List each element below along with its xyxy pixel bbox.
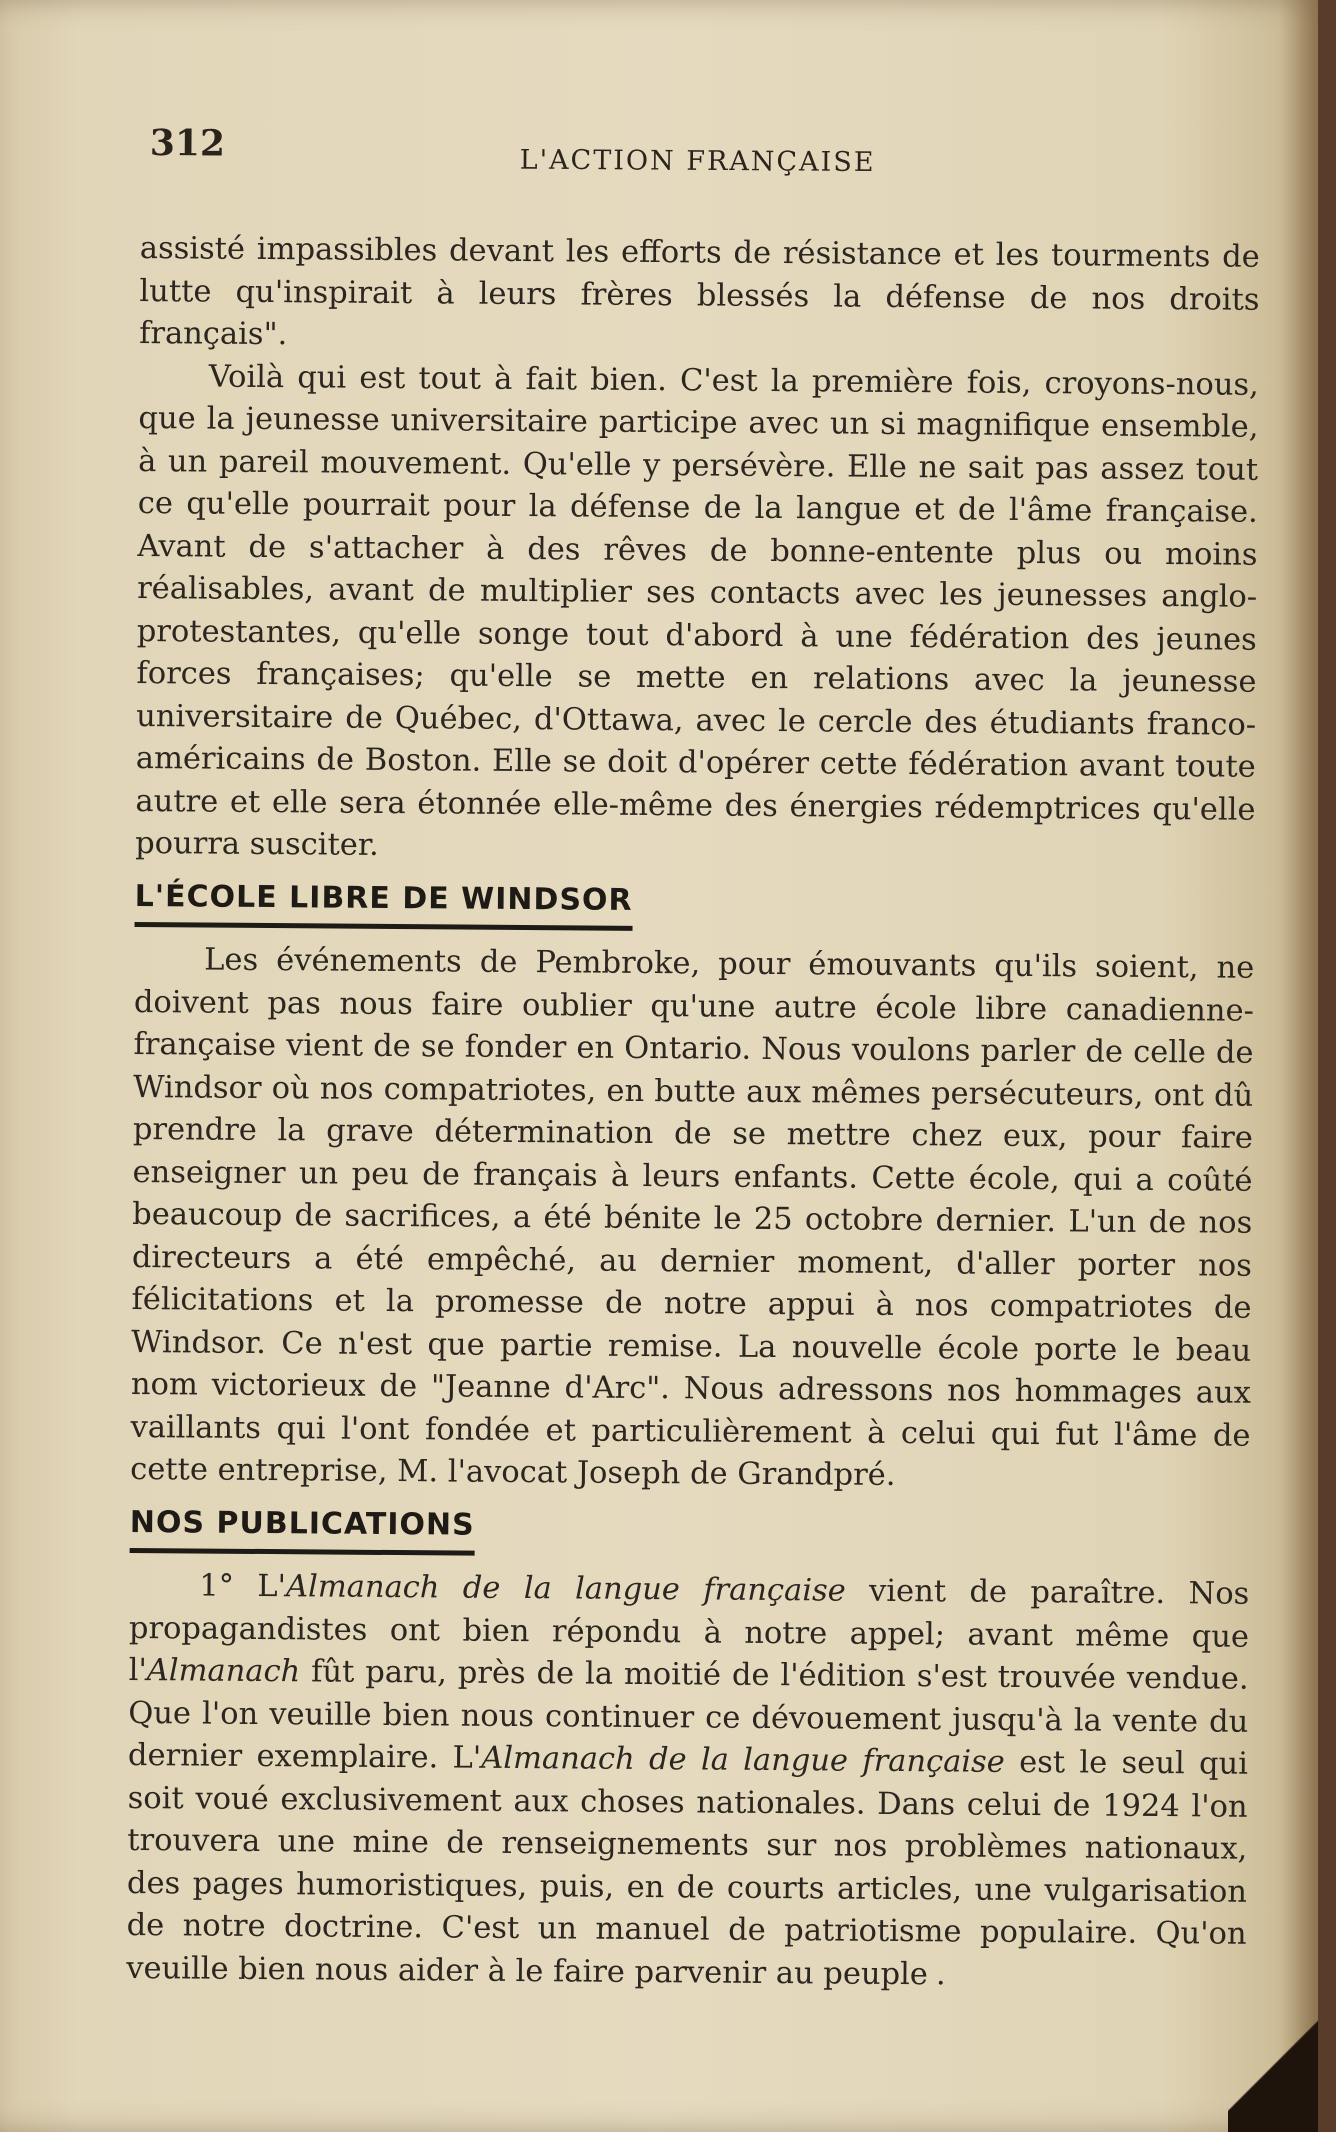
running-title: L'ACTION FRANÇAISE xyxy=(519,144,876,179)
almanach-title-2: Almanach de la langue française xyxy=(481,1740,1005,1780)
almanach-title: Almanach de la langue française xyxy=(285,1569,846,1609)
trailing-mark: . xyxy=(935,1956,946,1992)
continuation-paragraph: assisté impassibles devant les efforts de résistance et les tourments de lutte qu'inspirait à leurs frères blessés la défense de nos droits français". xyxy=(139,230,1260,353)
section-publications xyxy=(126,1491,1250,1998)
section-windsor xyxy=(130,865,1255,1500)
publications-text-b: fût paru, près de la moitié de l'édition s'est trouvée vendue. Que l'on veuille bien nous continuer ce dévouement jusqu'à la vente du dernier exemplaire. xyxy=(127,1654,1249,1776)
article-body xyxy=(126,228,1260,1999)
article-l: L' xyxy=(257,1568,287,1605)
almanach-short-title: Almanach xyxy=(146,1653,301,1690)
page-number: 312 xyxy=(149,122,226,165)
page-header xyxy=(150,122,1260,190)
publications-text-c: est le seul qui soit voué exclusivement aux choses nationales. Dans celui de 1924 l'on trouvera une mine de renseignements sur nos problèmes nationaux, des pages humoristiques, puis, en de courts articles, une vulgarisation de notre doctrine. C'est un manuel de patriotisme populaire. Qu'on veuille bien nous aider à le faire parvenir au peuple xyxy=(126,1744,1249,1992)
youth-federation-paragraph: Voilà qui est tout à fait bien. C'est la première fois, croyons-nous, que la jeunesse universitaire participe avec un si magnifique ensemble, à un pareil mouvement. Qu'elle y persévère. Elle ne sait pas assez tout ce qu'elle pourrait pour la défense de la langue et de l'âme française. Avant de s'attacher à des rêves de bonne-entente plus ou moins réalisables, avant de multiplier ses contacts avec les jeunesses anglo-protestantes, qu'elle songe tout d'abord à une fédération des jeunes forces françaises; qu'elle se mette en relations avec la jeunesse universitaire de Québec, d'Ottawa, avec le cercle des étudiants franco-américains de Boston. Elle se doit d'opérer cette fédération avant toute autre et elle sera étonnée elle-même des énergies rédemptrices qu'elle pourra susciter. xyxy=(135,359,1259,863)
article-l-2: L' xyxy=(452,1740,482,1776)
windsor-paragraph: Les événements de Pembroke, pour émouvants qu'ils soient, ne doivent pas nous faire oublier qu'une autre école libre canadienne-française vient de se fonder en Ontario. Nous voulons parler de celle de Windsor où nos compatriotes, en butte aux mêmes persécuteurs, ont dû prendre la grave détermination de se mettre chez eux, pour faire enseigner un peu de français à leurs enfants. Cette école, qui a coûté beaucoup de sacrifices, a été bénite le 25 octobre dernier. L'un de nos directeurs a été empêché, au dernier moment, d'aller porter nos félicitations et la promesse de notre appui à nos compatriotes de Windsor. Ce n'est que partie remise. La nouvelle école porte le beau nom victorieux de "Jeanne d'Arc". Nous adressons nos hommages aux vaillants qui l'ont fondée et particulièrement à celui qui fut l'âme de cette entreprise, M. l'avocat Joseph de Grandpré. xyxy=(130,942,1255,1493)
publications-text-a: vient de paraître. Nos propagandistes ont bien répondu à notre appel; avant même que l' xyxy=(128,1573,1250,1689)
item-marker: 1° xyxy=(199,1568,235,1604)
publications-paragraph xyxy=(126,1565,1249,1999)
section-heading-windsor: L'ÉCOLE LIBRE DE WINDSOR xyxy=(135,875,633,930)
section-heading-publications: NOS PUBLICATIONS xyxy=(130,1501,475,1555)
